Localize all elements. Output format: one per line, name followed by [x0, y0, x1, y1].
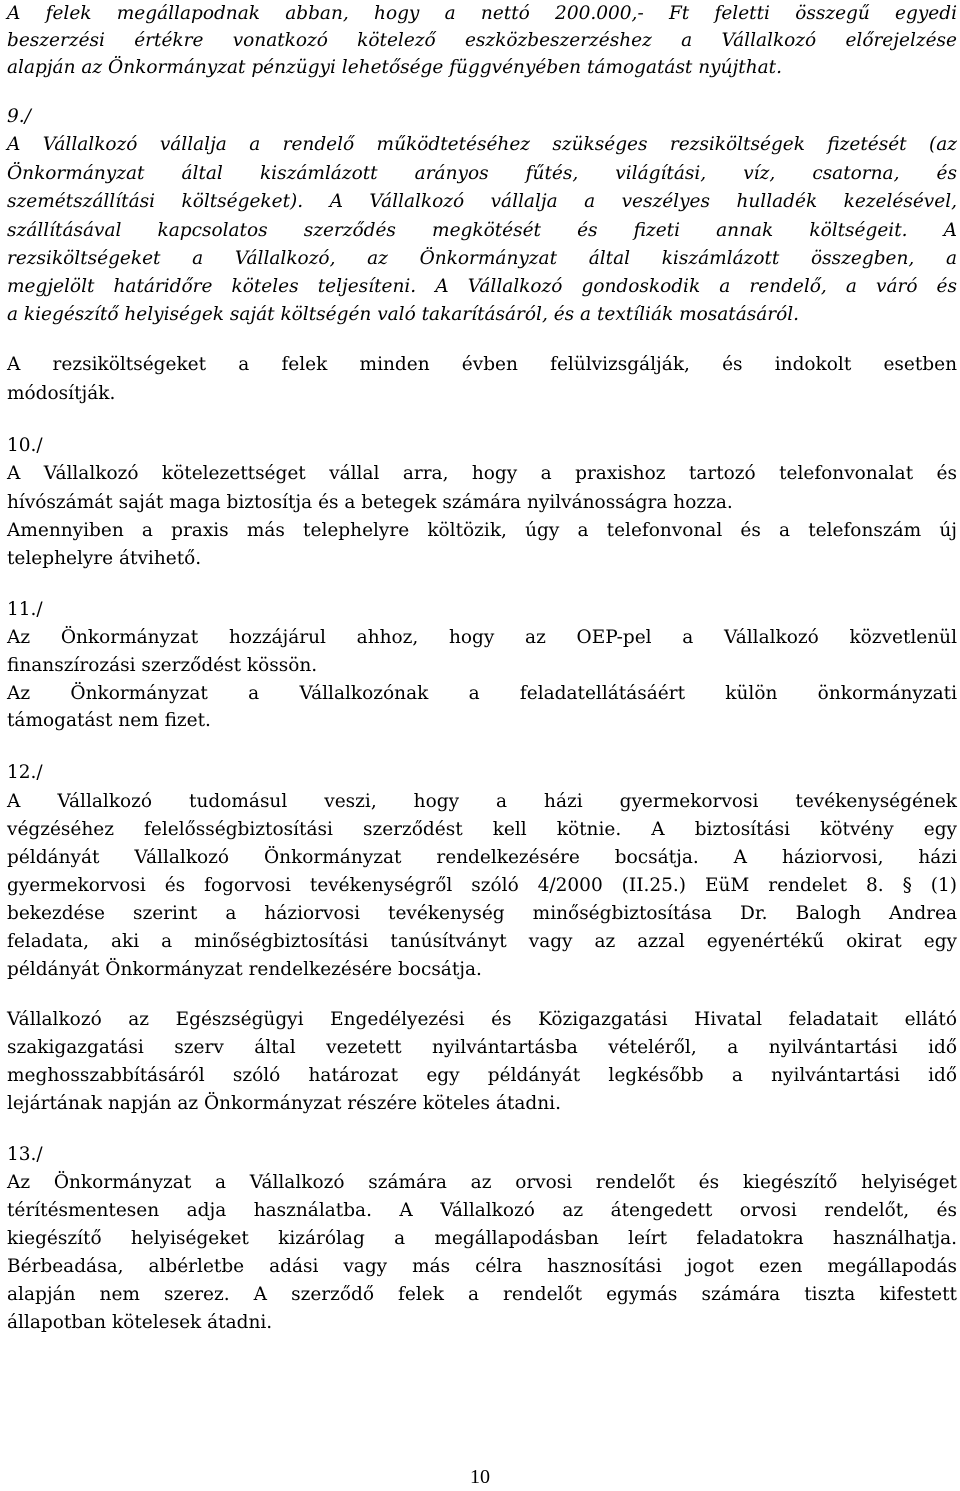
section-11-heading: 11./ — [7, 599, 43, 620]
section-9-line: megjelölt határidőre köteles teljesíteni. A Vállalkozó gondoskodik a rendelő, a váró és — [7, 276, 957, 297]
section-9-line: rezsiköltségeket a Vállalkozó, az Önkormányzat által kiszámlázott összegben, a — [7, 248, 957, 269]
section-12-line: példányát Önkormányzat rendelkezésére bocsátja. — [7, 959, 482, 980]
intro-line: A felek megállapodnak abban, hogy a nettó 200.000,- Ft feletti összegű egyedi — [7, 3, 957, 24]
section-10-line: hívószámát saját maga biztosítja és a betegek számára nyilvánosságra hozza. — [7, 492, 733, 513]
section-11-line: Az Önkormányzat hozzájárul ahhoz, hogy az OEP-pel a Vállalkozó közvetlenül — [7, 627, 957, 648]
section-11-line: támogatást nem fizet. — [7, 710, 211, 731]
section-12-paragraph-2-line: szakigazgatási szerv által vezetett nyilvántartásba vételéről, a nyilvántartási idő — [7, 1037, 957, 1058]
section-12-paragraph-2-line: Vállalkozó az Egészségügyi Engedélyezési és Közigazgatási Hivatal feladatait ellátó — [7, 1009, 957, 1030]
section-11-line: Az Önkormányzat a Vállalkozónak a feladatellátásáért külön önkormányzati — [7, 683, 957, 704]
section-12-paragraph-2-line: meghosszabbításáról szóló határozat egy példányát legkésőbb a nyilvántartási idő — [7, 1065, 957, 1086]
section-12-paragraph-2-line: lejártának napján az Önkormányzat részére köteles átadni. — [7, 1093, 561, 1114]
section-13-line: térítésmentesen adja használatba. A Vállalkozó az átengedett orvosi rendelőt, és — [7, 1200, 957, 1221]
section-12-line: bekezdése szerint a háziorvosi tevékenység minőségbiztosítása Dr. Balogh Andrea — [7, 903, 957, 924]
section-13-line: Az Önkormányzat a Vállalkozó számára az orvosi rendelőt és kiegészítő helyiséget — [7, 1172, 957, 1193]
section-9-paragraph-2-line: módosítják. — [7, 383, 116, 404]
intro-line: beszerzési értékre vonatkozó kötelező eszközbeszerzéshez a Vállalkozó előrejelzése — [7, 30, 957, 51]
section-12-heading: 12./ — [7, 762, 43, 783]
section-9-paragraph-2-line: A rezsiköltségeket a felek minden évben felülvizsgálják, és indokolt esetben — [7, 354, 957, 375]
section-9-line: szállításával kapcsolatos szerződés megkötését és fizeti annak költségeit. A — [7, 220, 957, 241]
section-10-line: Amennyiben a praxis más telephelyre költözik, úgy a telefonvonal és a telefonszám új — [7, 520, 957, 541]
section-9-line: A Vállalkozó vállalja a rendelő működtetéséhez szükséges rezsiköltségek fizetését (az — [7, 134, 957, 155]
section-12-line: feladata, aki a minőségbiztosítási tanúsítványt vagy az azzal egyenértékű okirat egy — [7, 931, 957, 952]
section-12-line: A Vállalkozó tudomásul veszi, hogy a házi gyermekorvosi tevékenységének — [7, 791, 957, 812]
section-9-heading: 9./ — [7, 106, 31, 127]
section-13-heading: 13./ — [7, 1144, 43, 1165]
section-10-line: A Vállalkozó kötelezettséget vállal arra, hogy a praxishoz tartozó telefonvonalat és — [7, 463, 957, 484]
section-13-line: kiegészítő helyiségeket kizárólag a megállapodásban leírt feladatokra használhatja. — [7, 1228, 957, 1249]
section-9-line: a kiegészítő helyiségek saját költségén való takarításáról, és a textíliák mosatásáról. — [7, 304, 800, 325]
section-12-line: végzéséhez felelősségbiztosítási szerződést kell kötnie. A biztosítási kötvény egy — [7, 819, 957, 840]
section-12-line: gyermekorvosi és fogorvosi tevékenységről szóló 4/2000 (II.25.) EüM rendelet 8. § (1) — [7, 875, 957, 896]
section-9-line: szemétszállítási költségeket). A Vállalkozó vállalja a veszélyes hulladék kezelésével, — [7, 191, 957, 212]
section-12-line: példányát Vállalkozó Önkormányzat rendelkezésére bocsátja. A háziorvosi, házi — [7, 847, 957, 868]
section-10-heading: 10./ — [7, 435, 43, 456]
section-11-line: finanszírozási szerződést kössön. — [7, 655, 318, 676]
section-10-line: telephelyre átvihető. — [7, 548, 202, 569]
intro-line: alapján az Önkormányzat pénzügyi lehetősége függvényében támogatást nyújthat. — [7, 57, 782, 78]
section-13-line: Bérbeadása, albérletbe adási vagy más célra hasznosítási jogot ezen megállapodás — [7, 1256, 957, 1277]
section-13-line: alapján nem szerez. A szerződő felek a rendelőt egymás számára tiszta kifestett — [7, 1284, 957, 1305]
section-13-line: állapotban kötelesek átadni. — [7, 1312, 273, 1333]
section-9-line: Önkormányzat által kiszámlázott arányos fűtés, világítási, víz, csatorna, és — [7, 163, 957, 184]
page-number: 10 — [470, 1466, 490, 1488]
